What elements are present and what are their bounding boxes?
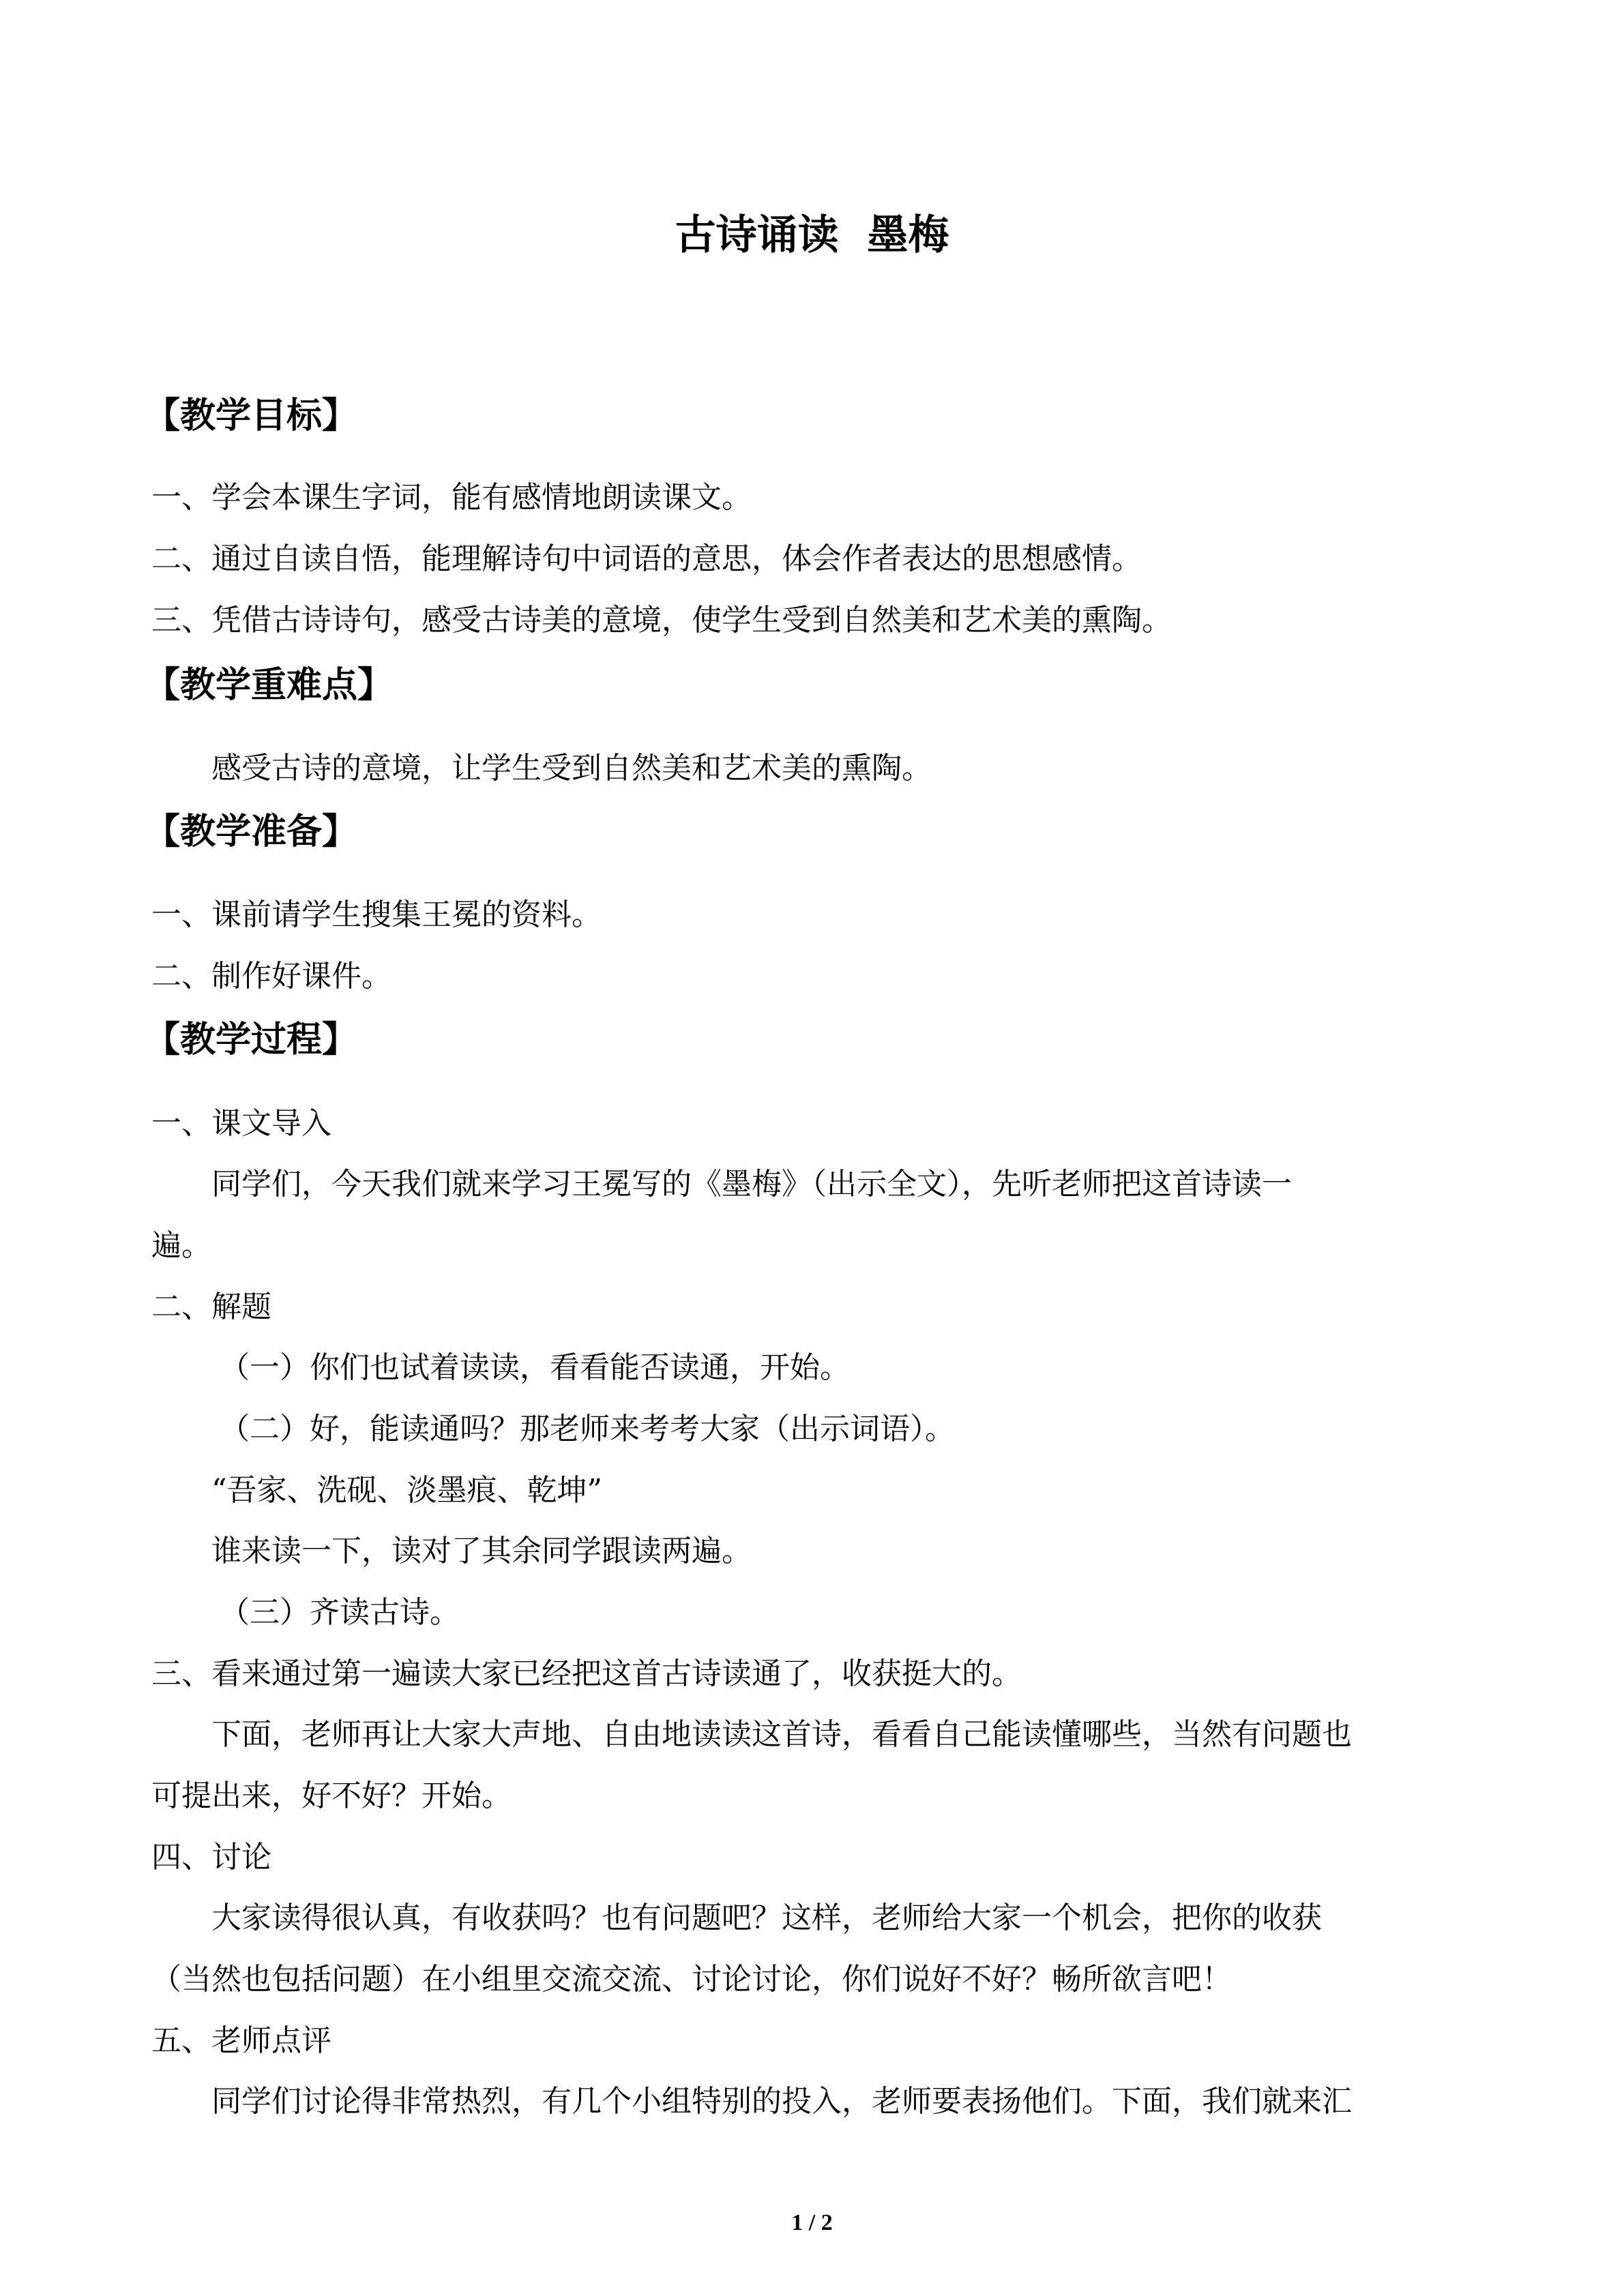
page-number: 1 / 2 [791, 2210, 833, 2235]
process-line: （当然也包括问题）在小组里交流交流、讨论讨论，你们说好不好？畅所欲言吧！ [151, 1962, 1232, 1997]
process-line: 三、看来通过第一遍读大家已经把这首古诗读通了，收获挺大的。 [151, 1656, 1022, 1691]
objective-item-2: 二、通过自读自悟，能理解诗句中词语的意思，体会作者表达的思想感情。 [151, 541, 1142, 576]
process-line: 同学们，今天我们就来学习王冕写的《墨梅》（出示全文），先听老师把这首诗读一 [211, 1167, 1292, 1202]
heading-key-points: 【教学重难点】 [145, 665, 394, 706]
heading-process: 【教学过程】 [145, 1019, 358, 1060]
heading-objectives: 【教学目标】 [145, 396, 358, 436]
preparation-item-1: 一、课前请学生搜集王冕的资料。 [151, 897, 602, 932]
preparation-item-2: 二、制作好课件。 [151, 959, 392, 994]
process-line: 四、讨论 [151, 1840, 271, 1875]
process-line: （一）你们也试着读读，看看能否读通，开始。 [220, 1350, 850, 1385]
objective-item-3: 三、凭借古诗诗句，感受古诗美的意境，使学生受到自然美和艺术美的熏陶。 [151, 603, 1172, 638]
objective-item-1: 一、学会本课生字词，能有感情地朗读课文。 [151, 480, 752, 515]
process-line: 谁来读一下，读对了其余同学跟读两遍。 [211, 1534, 752, 1568]
process-line: 二、解题 [151, 1289, 271, 1324]
process-line: “吾家、洗砚、淡墨痕、乾坤” [211, 1473, 602, 1508]
key-points-text: 感受古诗的意境，让学生受到自然美和艺术美的熏陶。 [211, 751, 932, 786]
heading-preparation: 【教学准备】 [145, 811, 358, 852]
process-line: 可提出来，好不好？开始。 [151, 1778, 512, 1813]
process-line: 大家读得很认真，有收获吗？也有问题吧？这样，老师给大家一个机会，把你的收获 [211, 1900, 1322, 1935]
process-line: （二）好，能读通吗？那老师来考考大家（出示词语）。 [220, 1412, 955, 1446]
process-line: 同学们讨论得非常热烈，有几个小组特别的投入，老师要表扬他们。下面，我们就来汇 [211, 2084, 1352, 2119]
process-line: 遍。 [151, 1228, 211, 1263]
process-line: 下面，老师再让大家大声地、自由地读读这首诗，看看自己能读懂哪些，当然有问题也 [211, 1717, 1352, 1752]
page-title: 古诗诵读 墨梅 [675, 211, 949, 259]
process-line: 五、老师点评 [151, 2023, 331, 2058]
process-line: （三）齐读古诗。 [220, 1595, 460, 1630]
process-line: 一、课文导入 [151, 1106, 331, 1141]
